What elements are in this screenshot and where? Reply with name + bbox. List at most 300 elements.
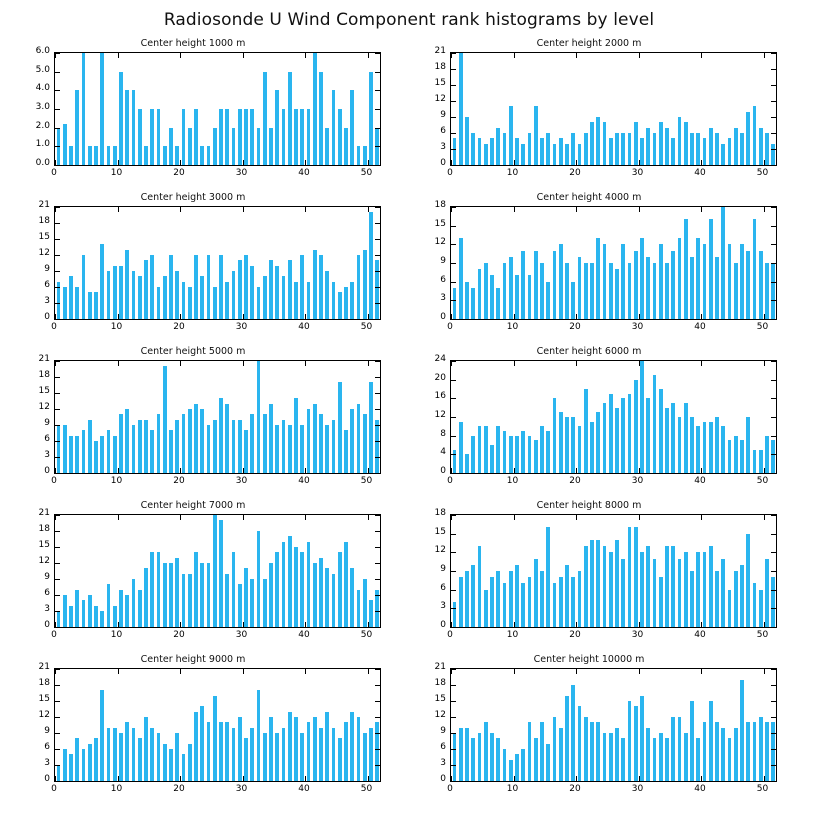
histogram-bar [363, 146, 367, 165]
histogram-bar [319, 414, 323, 473]
histogram-bar [765, 263, 769, 319]
histogram-bar [540, 426, 544, 473]
histogram-bar [319, 255, 323, 319]
y-tick [451, 165, 456, 166]
chart-panel [8, 654, 378, 806]
histogram-bar [615, 133, 619, 165]
histogram-bar [282, 542, 286, 627]
histogram-bar [257, 361, 261, 473]
histogram-bar [313, 404, 317, 473]
y-tick [55, 377, 60, 378]
x-tick [368, 314, 369, 319]
histogram-bar [690, 417, 694, 473]
y-tick-label: 6 [440, 742, 446, 752]
histogram-bar [332, 420, 336, 473]
panel-title: Center height 1000 m [140, 38, 246, 49]
histogram-bar [615, 540, 619, 627]
histogram-bar [734, 263, 738, 319]
y-tick-right [375, 319, 380, 320]
y-tick-right [771, 669, 776, 670]
page-title: Radiosonde U Wind Component rank histograms by level [163, 10, 655, 30]
y-tick-right [375, 72, 380, 73]
x-tick [243, 776, 244, 781]
histogram-bar [125, 90, 129, 165]
y-tick-right [375, 165, 380, 166]
y-tick [55, 128, 60, 129]
histogram-bar [307, 409, 311, 473]
histogram-bar [194, 109, 198, 165]
histogram-bar [609, 138, 613, 165]
histogram-bar [528, 577, 532, 627]
histogram-bar [338, 109, 342, 165]
histogram-bar [715, 571, 719, 627]
y-tick [55, 303, 60, 304]
histogram-bar [225, 109, 229, 165]
y-tick-right [771, 534, 776, 535]
y-tick-right [375, 781, 380, 782]
histogram-bar [375, 420, 379, 473]
histogram-bar [200, 563, 204, 627]
y-tick [55, 393, 60, 394]
histogram-bar [453, 450, 457, 473]
x-tick [243, 314, 244, 319]
histogram-bar [759, 717, 763, 781]
histogram-bar [107, 271, 111, 319]
histogram-bar [609, 552, 613, 627]
y-tick-label: 1.0 [35, 139, 50, 150]
histogram-bar [715, 722, 719, 781]
histogram-bar [257, 690, 261, 781]
histogram-bar [490, 577, 494, 627]
y-tick-label: 18 [38, 524, 50, 534]
x-tick-label: 30 [235, 630, 248, 640]
histogram-bar [528, 133, 532, 165]
x-tick-label: 30 [631, 168, 644, 178]
x-tick-label: 0 [447, 168, 453, 178]
plot-area [54, 668, 381, 782]
histogram-bar [559, 138, 563, 165]
histogram-bar [294, 398, 298, 473]
histogram-bar [107, 728, 111, 781]
x-tick-label: 40 [298, 630, 310, 640]
y-tick-right [771, 380, 776, 381]
histogram-bar [646, 728, 650, 781]
histogram-bar [369, 382, 373, 473]
chart-panel [404, 38, 774, 190]
histogram-bar [603, 244, 607, 319]
x-tick [118, 468, 119, 473]
x-tick-label: 10 [110, 322, 123, 332]
x-tick [451, 314, 452, 319]
x-tick [451, 776, 452, 781]
histogram-bar [325, 271, 329, 319]
histogram-bar [671, 138, 675, 165]
histogram-bar [357, 255, 361, 319]
histogram-bar [175, 733, 179, 781]
histogram-bar [225, 404, 229, 473]
y-tick-label: 24 [434, 354, 446, 364]
x-tick-label: 30 [235, 784, 248, 794]
x-tick-label: 20 [569, 784, 581, 794]
histogram-bar [82, 600, 86, 627]
y-tick-label: 9 [44, 572, 50, 582]
x-tick [639, 622, 640, 627]
bar-series [451, 207, 776, 319]
y-tick-right [375, 515, 380, 516]
x-tick-top [576, 53, 577, 58]
histogram-bar [138, 109, 142, 165]
histogram-bar [200, 276, 204, 319]
y-tick-right [375, 303, 380, 304]
histogram-bar [144, 260, 148, 319]
x-tick-top [55, 515, 56, 520]
histogram-bar [325, 128, 329, 165]
bar-series [55, 669, 380, 781]
y-tick-label: 20 [434, 372, 446, 383]
y-tick-label: 15 [38, 232, 50, 242]
y-tick [55, 109, 60, 110]
chart-panel [404, 346, 774, 498]
histogram-bar [709, 701, 713, 781]
histogram-bar [213, 128, 217, 165]
histogram-bar [659, 122, 663, 165]
y-tick-label: 9 [440, 564, 446, 574]
histogram-bar [250, 728, 254, 781]
y-tick-right [771, 627, 776, 628]
x-tick-label: 10 [110, 476, 123, 486]
histogram-bar [150, 255, 154, 319]
histogram-bar [269, 563, 273, 627]
x-tick [514, 776, 515, 781]
y-tick-label: 21 [38, 354, 50, 364]
histogram-bar [515, 565, 519, 627]
y-tick [451, 319, 456, 320]
histogram-bar [590, 540, 594, 627]
histogram-bar [665, 263, 669, 319]
histogram-bar [678, 238, 682, 319]
histogram-bar [721, 144, 725, 165]
x-tick [639, 468, 640, 473]
histogram-bar [715, 133, 719, 165]
histogram-bar [615, 728, 619, 781]
histogram-bar [465, 117, 469, 165]
y-tick-label: 15 [38, 694, 50, 704]
histogram-bar [590, 122, 594, 165]
histogram-bar [163, 146, 167, 165]
histogram-bar [269, 717, 273, 781]
x-tick-top [514, 515, 515, 520]
histogram-bar [671, 717, 675, 781]
histogram-bar [453, 733, 457, 781]
histogram-bar [319, 72, 323, 165]
x-tick-label: 30 [631, 784, 644, 794]
panel-title: Center height 9000 m [140, 654, 246, 665]
histogram-bar [503, 133, 507, 165]
histogram-bar [528, 722, 532, 781]
x-tick [576, 776, 577, 781]
histogram-bar [653, 263, 657, 319]
histogram-bar [515, 275, 519, 319]
histogram-bar [459, 238, 463, 319]
x-tick-label: 20 [173, 168, 185, 178]
histogram-bar [578, 257, 582, 319]
histogram-bar [169, 255, 173, 319]
histogram-bar [100, 53, 104, 165]
histogram-bar [684, 403, 688, 473]
histogram-bar [125, 595, 129, 627]
histogram-bar [119, 72, 123, 165]
histogram-bar [125, 250, 129, 319]
histogram-bar [94, 292, 98, 319]
histogram-bar [344, 542, 348, 627]
histogram-bar [696, 738, 700, 781]
y-tick-label: 9 [440, 110, 446, 120]
histogram-bar [207, 146, 211, 165]
histogram-bar [734, 436, 738, 473]
y-tick [55, 457, 60, 458]
histogram-bar [69, 146, 73, 165]
histogram-bar [350, 90, 354, 165]
x-tick-label: 20 [173, 630, 185, 640]
x-tick-top [451, 207, 452, 212]
histogram-bar [232, 728, 236, 781]
histogram-bar [553, 144, 557, 165]
histogram-bar [703, 722, 707, 781]
y-tick-right [771, 263, 776, 264]
x-tick-top [118, 361, 119, 366]
histogram-bar [684, 733, 688, 781]
x-tick [55, 468, 56, 473]
y-tick-right [375, 377, 380, 378]
histogram-bar [553, 583, 557, 627]
histogram-bar [503, 749, 507, 781]
histogram-bar [671, 403, 675, 473]
histogram-bar [740, 565, 744, 627]
y-tick [451, 552, 456, 553]
panel-title: Center height 2000 m [536, 38, 642, 49]
y-tick [451, 765, 456, 766]
chart-panel [404, 192, 774, 344]
x-tick-label: 10 [110, 630, 123, 640]
y-tick-right [375, 146, 380, 147]
x-tick [368, 622, 369, 627]
y-tick-right [771, 781, 776, 782]
y-tick-right [375, 441, 380, 442]
x-tick-label: 20 [569, 630, 581, 640]
histogram-bar [690, 257, 694, 319]
y-tick-right [771, 300, 776, 301]
y-tick-right [771, 361, 776, 362]
x-tick-label: 50 [756, 784, 769, 794]
histogram-bar [628, 701, 632, 781]
panel-title: Center height 4000 m [536, 192, 642, 203]
histogram-bar [75, 738, 79, 781]
x-tick-label: 10 [506, 476, 519, 486]
histogram-bar [659, 244, 663, 319]
histogram-bar [603, 122, 607, 165]
y-tick [451, 733, 456, 734]
histogram-bar [571, 417, 575, 473]
histogram-bar [182, 414, 186, 473]
y-tick [55, 287, 60, 288]
x-tick-label: 0 [447, 322, 453, 332]
y-tick-label: 8 [440, 428, 446, 439]
x-tick-label: 50 [360, 630, 373, 640]
histogram-bar [615, 269, 619, 319]
y-tick-label: 9 [44, 264, 50, 274]
x-tick [764, 776, 765, 781]
histogram-bar [759, 128, 763, 165]
histogram-bar [703, 138, 707, 165]
y-tick-label: 6 [440, 582, 446, 593]
x-tick-label: 50 [756, 476, 769, 486]
y-tick-right [375, 765, 380, 766]
x-tick-top [701, 207, 702, 212]
histogram-bar [534, 106, 538, 165]
bar-series [451, 515, 776, 627]
y-tick-right [771, 101, 776, 102]
histogram-bar [150, 109, 154, 165]
x-tick-top [243, 515, 244, 520]
x-tick-top [576, 669, 577, 674]
histogram-bar [765, 133, 769, 165]
histogram-bar [540, 722, 544, 781]
histogram-bar [275, 733, 279, 781]
y-tick-label: 6 [440, 126, 446, 136]
histogram-bar [690, 571, 694, 627]
x-tick-label: 0 [51, 630, 57, 640]
histogram-bar [696, 238, 700, 319]
histogram-bar [144, 568, 148, 627]
x-tick-top [368, 669, 369, 674]
histogram-bar [182, 282, 186, 319]
y-tick-right [771, 244, 776, 245]
histogram-bar [678, 417, 682, 473]
histogram-bar [496, 571, 500, 627]
histogram-bar [100, 436, 104, 473]
histogram-bar [628, 263, 632, 319]
histogram-bar [319, 728, 323, 781]
histogram-bar [88, 595, 92, 627]
y-tick [55, 255, 60, 256]
histogram-bar [88, 292, 92, 319]
histogram-bar [690, 133, 694, 165]
panel-title: Center height 7000 m [140, 500, 246, 511]
histogram-bar [478, 733, 482, 781]
histogram-bar [238, 109, 242, 165]
y-tick [55, 531, 60, 532]
x-tick-top [180, 361, 181, 366]
x-tick-top [305, 515, 306, 520]
histogram-bar [88, 744, 92, 781]
y-tick [55, 579, 60, 580]
histogram-bar [269, 260, 273, 319]
y-tick-label: 18 [434, 200, 446, 210]
histogram-bar [307, 542, 311, 627]
y-tick-label: 12 [38, 556, 50, 566]
histogram-bar [219, 722, 223, 781]
histogram-bar [759, 251, 763, 319]
histogram-bar [350, 568, 354, 627]
histogram-bar [82, 255, 86, 319]
histogram-bar [313, 53, 317, 165]
histogram-bar [628, 133, 632, 165]
x-tick-top [243, 361, 244, 366]
y-tick-right [375, 595, 380, 596]
histogram-bar [357, 146, 361, 165]
histogram-bar [753, 106, 757, 165]
histogram-bar [571, 133, 575, 165]
histogram-bar [715, 257, 719, 319]
histogram-bar [157, 287, 161, 319]
y-tick-right [375, 287, 380, 288]
x-tick-top [118, 669, 119, 674]
y-tick-label: 0.0 [35, 158, 50, 168]
histogram-bar [250, 414, 254, 473]
histogram-bar [300, 255, 304, 319]
x-tick-label: 20 [173, 784, 185, 794]
histogram-bar [465, 282, 469, 319]
x-tick-label: 10 [110, 168, 123, 178]
histogram-bar [275, 425, 279, 473]
histogram-bar [125, 409, 129, 473]
x-tick [180, 468, 181, 473]
histogram-bar [200, 706, 204, 781]
histogram-bar [375, 722, 379, 781]
y-tick [55, 547, 60, 548]
histogram-bar [125, 722, 129, 781]
histogram-bar [771, 263, 775, 319]
histogram-bar [288, 72, 292, 165]
histogram-bar [75, 90, 79, 165]
histogram-bar [363, 250, 367, 319]
y-tick-label: 21 [434, 662, 446, 672]
y-tick-label: 21 [38, 508, 50, 518]
y-tick-label: 15 [38, 386, 50, 396]
histogram-bar [496, 426, 500, 473]
x-tick [118, 776, 119, 781]
x-tick [180, 314, 181, 319]
histogram-bar [709, 219, 713, 319]
y-tick-label: 18 [434, 678, 446, 688]
x-tick [55, 160, 56, 165]
histogram-bar [596, 540, 600, 627]
histogram-bar [232, 420, 236, 473]
histogram-bar [238, 584, 242, 627]
y-tick-right [771, 733, 776, 734]
y-tick [55, 765, 60, 766]
y-tick [451, 398, 456, 399]
x-tick-label: 20 [569, 168, 581, 178]
y-tick-right [375, 733, 380, 734]
histogram-bar [207, 722, 211, 781]
x-tick [701, 622, 702, 627]
histogram-bar [721, 559, 725, 627]
x-tick [55, 622, 56, 627]
histogram-bar [515, 138, 519, 165]
y-tick-right [375, 685, 380, 686]
histogram-bar [528, 436, 532, 473]
x-tick-top [118, 515, 119, 520]
histogram-bar [646, 398, 650, 473]
y-tick-right [771, 319, 776, 320]
y-tick [451, 149, 456, 150]
histogram-bar [288, 536, 292, 627]
x-tick-top [451, 53, 452, 58]
histogram-bar [503, 263, 507, 319]
histogram-bar [157, 733, 161, 781]
histogram-bar [509, 571, 513, 627]
